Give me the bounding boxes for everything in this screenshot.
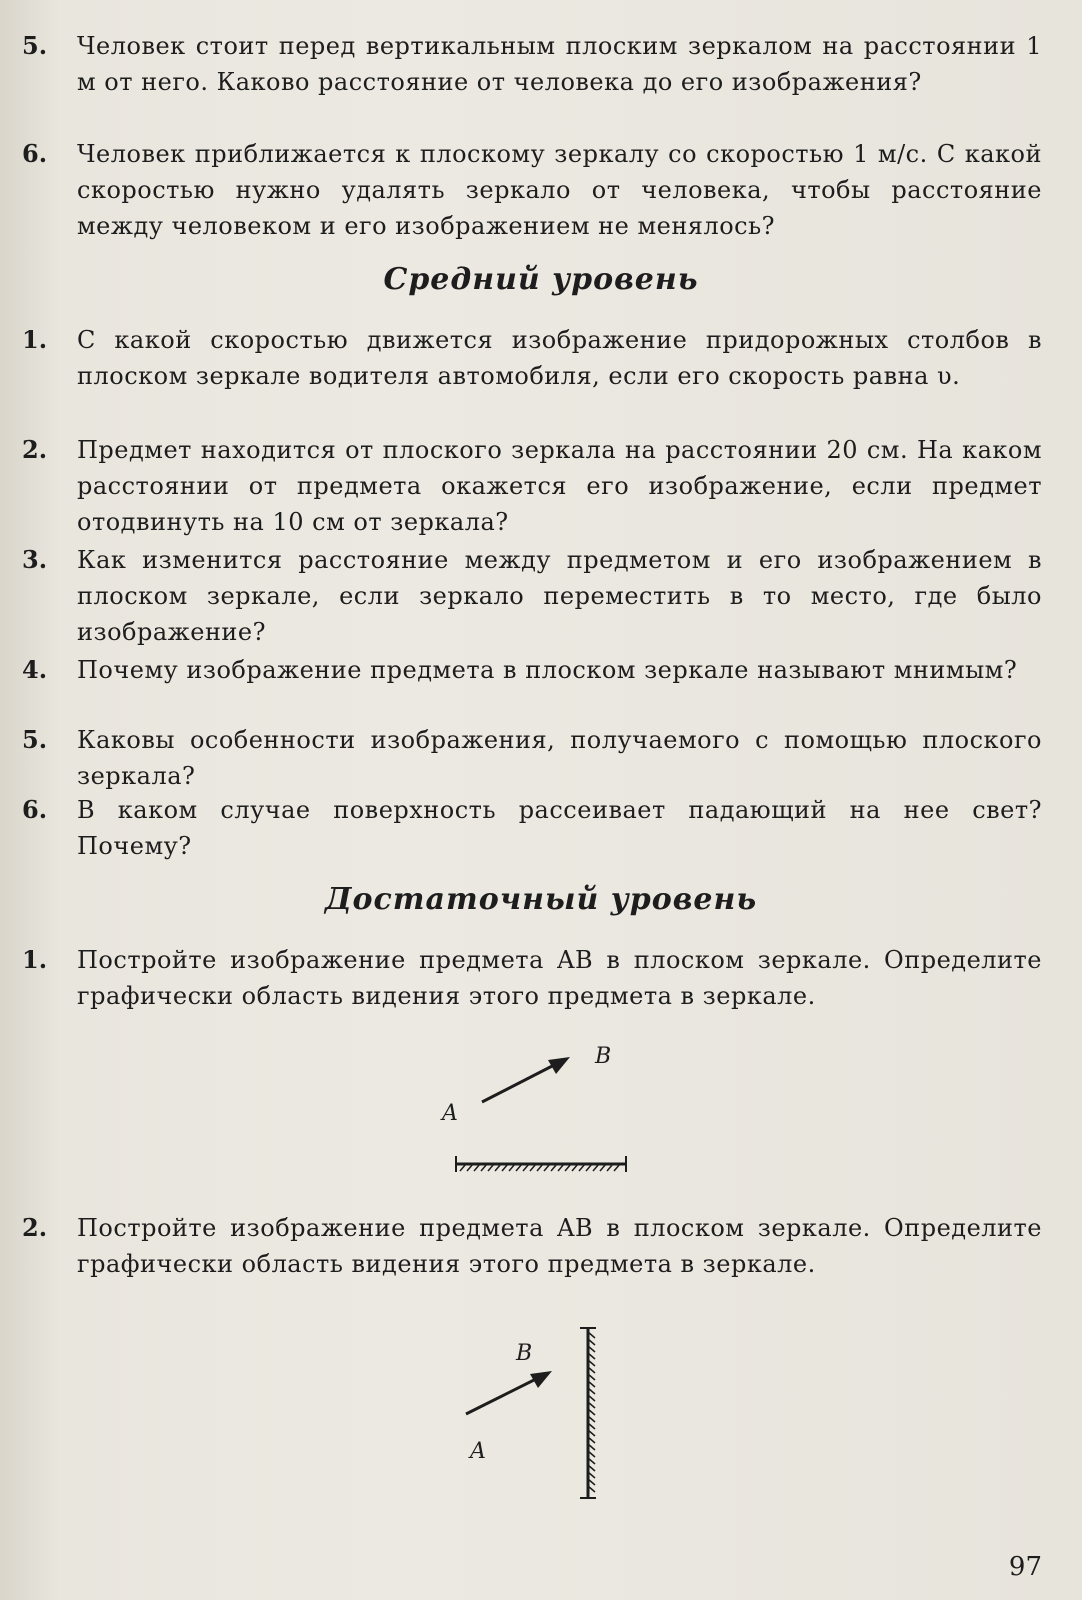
figure-vertical-mirror <box>440 1320 640 1510</box>
problem-number: 6. <box>22 139 48 168</box>
mirror-vertical <box>580 1328 596 1498</box>
problem-text: В каком случае поверхность рассеивает падающий на нее свет? Почему? <box>77 796 1042 860</box>
object-ab-arrow <box>482 1062 560 1102</box>
label-a: A <box>442 1101 458 1126</box>
problem-text: С какой скоростью движется изображение придорожных столбов в плоском зеркале водителя автомобиля, если его скорость равна υ. <box>77 326 1042 390</box>
problem-number: 1. <box>22 325 48 354</box>
page-number: 97 <box>1008 1552 1042 1582</box>
mirror-horizontal <box>456 1156 626 1172</box>
problem-basic-6 <box>22 136 1042 244</box>
problem-middle-3 <box>22 542 1042 650</box>
problem-middle-6 <box>22 792 1042 864</box>
problem-text: Постройте изображение предмета AB в плоском зеркале. Определите графически область видения этого предмета в зеркале. <box>77 1214 1042 1278</box>
problem-text: Каковы особенности изображения, получаемого с помощью плоского зеркала? <box>77 726 1042 790</box>
problem-basic-5 <box>22 28 1042 100</box>
arrowhead-icon <box>548 1057 570 1074</box>
label-a: A <box>470 1439 486 1464</box>
label-b: B <box>516 1341 533 1366</box>
problem-middle-5 <box>22 722 1042 794</box>
problem-sufficient-1 <box>22 942 1042 1014</box>
section-heading-sufficient: Достаточный уровень <box>324 882 758 917</box>
problem-middle-2 <box>22 432 1042 540</box>
problem-number: 2. <box>22 1213 48 1242</box>
figure-horizontal-mirror <box>420 1040 660 1210</box>
section-heading-middle: Средний уровень <box>383 262 699 297</box>
problem-number: 1. <box>22 945 48 974</box>
problem-number: 5. <box>22 725 48 754</box>
object-ab-arrow <box>466 1376 542 1414</box>
problem-text: Человек стоит перед вертикальным плоским зеркалом на расстоянии 1 м от него. Каково расстояние от человека до его изображения? <box>77 32 1042 96</box>
label-b: B <box>595 1044 612 1069</box>
problem-sufficient-2 <box>22 1210 1042 1282</box>
problem-text: Человек приближается к плоскому зеркалу со скоростью 1 м/с. С какой скоростью нужно удалять зеркало от человека, чтобы расстояние между человеком и его изображением не менялось? <box>77 140 1042 240</box>
problem-text: Как изменится расстояние между предметом и его изображением в плоском зеркале, если зеркало переместить в то место, где было изображение? <box>77 546 1042 646</box>
problem-text: Почему изображение предмета в плоском зеркале называют мнимым? <box>77 656 1018 684</box>
problem-text: Постройте изображение предмета AB в плоском зеркале. Определите графически область видения этого предмета в зеркале. <box>77 946 1042 1010</box>
problem-text: Предмет находится от плоского зеркала на расстоянии 20 см. На каком расстоянии от предмета окажется его изображение, если предмет отодвинуть на 10 см от зеркала? <box>77 436 1042 536</box>
problem-number: 3. <box>22 545 48 574</box>
problem-number: 6. <box>22 795 48 824</box>
problem-middle-4 <box>22 652 1042 688</box>
problem-number: 5. <box>22 31 48 60</box>
problem-middle-1 <box>22 322 1042 394</box>
problem-number: 4. <box>22 655 48 684</box>
problem-number: 2. <box>22 435 48 464</box>
arrowhead-icon <box>530 1371 552 1388</box>
